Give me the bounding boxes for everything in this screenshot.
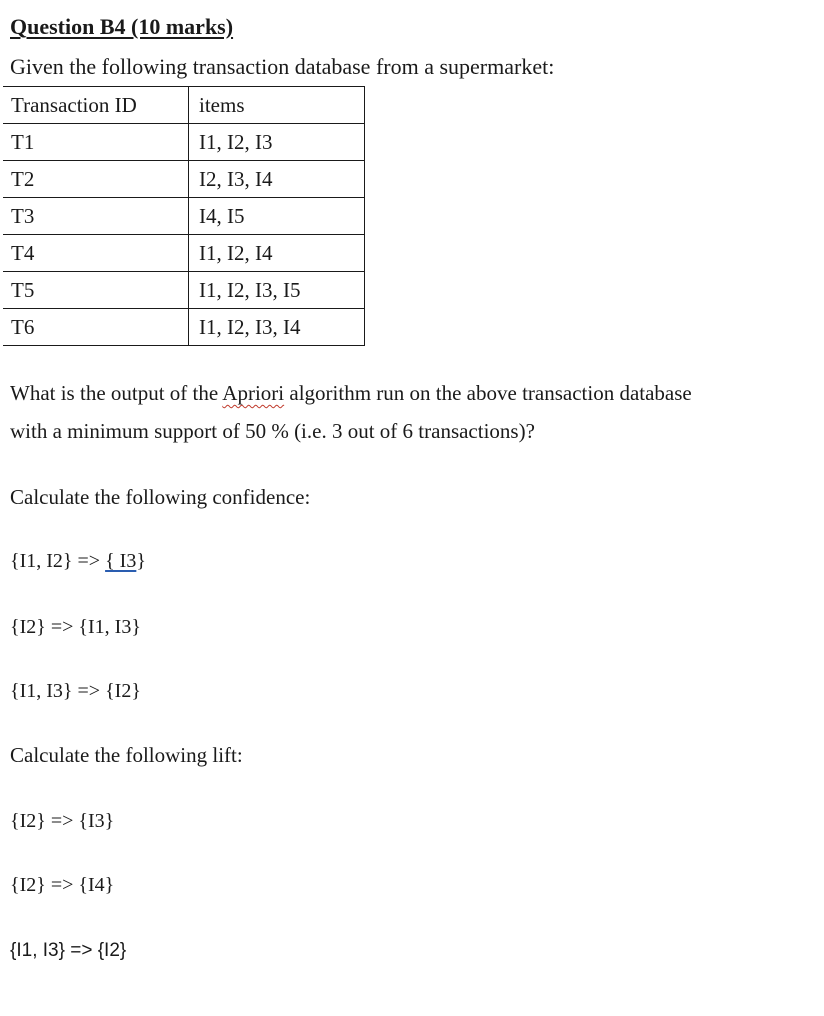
items-cell: I2, I3, I4 (189, 161, 365, 198)
table-row (3, 309, 365, 346)
table-row (3, 124, 365, 161)
table-row (3, 272, 365, 309)
items-cell: I1, I2, I4 (189, 235, 365, 272)
confidence-rule-1 (10, 550, 146, 573)
table-row (3, 198, 365, 235)
lift-rule-1: {I2} => {I3} (10, 810, 115, 832)
confidence-rule-1-post: } (136, 550, 146, 572)
lift-rule-3: {I1, I3} => {I2} (10, 940, 127, 961)
transaction-id-cell: T4 (3, 235, 189, 272)
confidence-rule-2: {I2} => {I1, I3} (10, 616, 141, 638)
apriori-spellcheck-word[interactable]: Apriori (222, 381, 285, 405)
lift-prompt: Calculate the following lift: (10, 743, 243, 767)
transaction-id-cell: T5 (3, 272, 189, 309)
apriori-question-line2: with a minimum support of 50 % (i.e. 3 out of 6 transactions)? (10, 419, 535, 443)
items-cell: I1, I2, I3 (189, 124, 365, 161)
transaction-id-cell: T6 (3, 309, 189, 346)
transaction-table (3, 86, 365, 346)
items-cell: I1, I2, I3, I4 (189, 309, 365, 346)
table-row (3, 161, 365, 198)
header-transaction-id: Transaction ID (3, 87, 189, 124)
table-header-row (3, 87, 365, 124)
confidence-rule-1-pre: {I1, I2} => (10, 550, 106, 572)
transaction-id-cell: T1 (3, 124, 189, 161)
transaction-id-cell: T2 (3, 161, 189, 198)
confidence-rule-3: {I1, I3} => {I2} (10, 680, 141, 702)
items-cell: I1, I2, I3, I5 (189, 272, 365, 309)
apriori-question-line1 (10, 374, 692, 412)
table-row (3, 235, 365, 272)
confidence-rule-1-link[interactable]: { I3 (105, 550, 137, 572)
confidence-prompt: Calculate the following confidence: (10, 485, 311, 509)
apriori-text-post: algorithm run on the above transaction database (284, 381, 692, 405)
question-heading: Question B4 (10 marks) (10, 14, 234, 39)
items-cell: I4, I5 (189, 198, 365, 235)
apriori-text-pre: What is the output of the (10, 381, 223, 405)
transaction-id-cell: T3 (3, 198, 189, 235)
intro-text: Given the following transaction database from a supermarket: (10, 54, 555, 79)
lift-rule-2: {I2} => {I4} (10, 874, 115, 896)
header-items: items (189, 87, 365, 124)
